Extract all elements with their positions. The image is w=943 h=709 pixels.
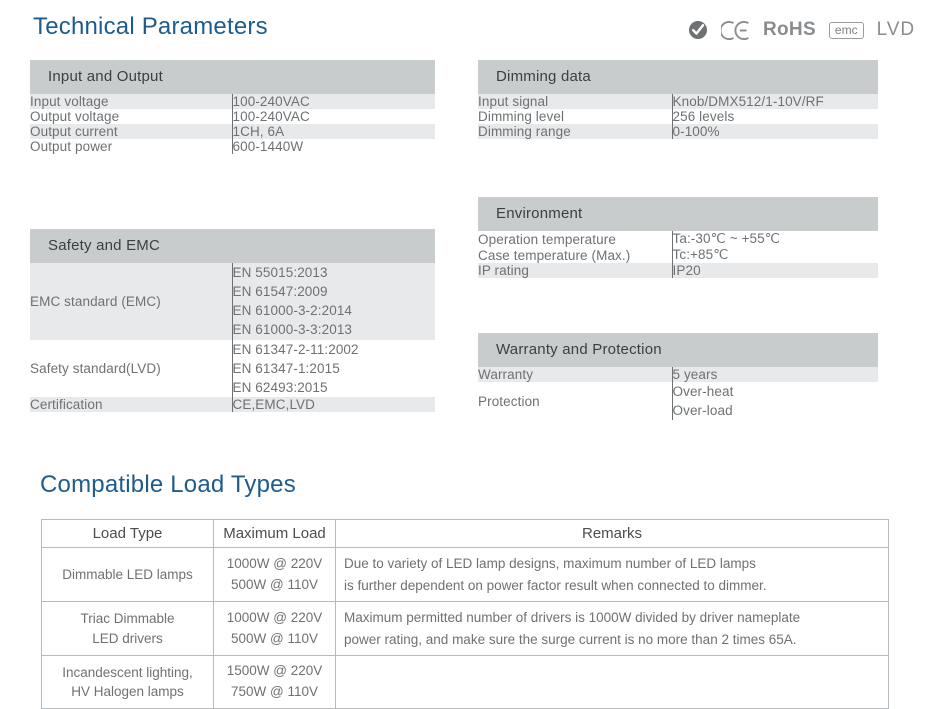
row-label: Protection bbox=[478, 382, 672, 420]
column-header-load-type: Load Type bbox=[42, 520, 214, 548]
load-types-table bbox=[41, 519, 889, 709]
table-row bbox=[30, 124, 435, 139]
table-row bbox=[478, 124, 878, 139]
row-value bbox=[672, 382, 878, 420]
row-value: 1CH, 6A bbox=[232, 124, 435, 139]
row-label: Warranty bbox=[478, 367, 672, 382]
table-row bbox=[478, 247, 878, 263]
row-value bbox=[232, 340, 435, 397]
table-row bbox=[478, 231, 878, 247]
table-row bbox=[42, 548, 889, 602]
row-value: 5 years bbox=[672, 367, 878, 382]
cell-remarks: Due to variety of LED lamp designs, maximum number of LED lamps is further dependent on power factor result when connected to dimmer. bbox=[336, 548, 889, 602]
table-title: Dimming data bbox=[478, 60, 878, 94]
row-value-lines: EN 61347-2-11:2002 EN 61347-1:2015 EN 62493:2015 bbox=[232, 341, 359, 395]
cell-maximum-load: 1000W @ 220V 500W @ 110V bbox=[214, 548, 336, 602]
table-row bbox=[30, 263, 435, 340]
spec-table-environment bbox=[478, 197, 878, 278]
row-value: Tc:+85℃ bbox=[672, 247, 878, 263]
table-title: Environment bbox=[478, 197, 878, 231]
row-value: IP20 bbox=[672, 263, 878, 278]
row-value: 100-240VAC bbox=[232, 109, 435, 124]
row-value: CE,EMC,LVD bbox=[232, 397, 435, 412]
table-row bbox=[42, 602, 889, 656]
row-label: IP rating bbox=[478, 263, 672, 278]
lvd-mark-label: LVD bbox=[876, 19, 916, 40]
table-title: Warranty and Protection bbox=[478, 333, 878, 367]
row-label: Case temperature (Max.) bbox=[478, 247, 672, 263]
row-label: EMC standard (EMC) bbox=[30, 263, 232, 340]
spec-table-dimming-data bbox=[478, 60, 878, 139]
row-value bbox=[232, 263, 435, 340]
table-header-row bbox=[478, 60, 878, 94]
row-label: Input voltage bbox=[30, 94, 232, 109]
row-label: Operation temperature bbox=[478, 231, 672, 247]
spec-table-safety-and-emc bbox=[30, 229, 435, 412]
page-title-technical-parameters: Technical Parameters bbox=[33, 13, 268, 40]
row-value-lines: Over-heat Over-load bbox=[672, 384, 734, 419]
row-label: Certification bbox=[30, 397, 232, 412]
table-row bbox=[30, 139, 435, 154]
table-row bbox=[478, 109, 878, 124]
table-row bbox=[478, 263, 878, 278]
row-value: 0-100% bbox=[672, 124, 878, 139]
column-header-maximum-load: Maximum Load bbox=[214, 520, 336, 548]
spec-table-warranty-and-protection bbox=[478, 333, 878, 420]
row-value: Knob/DMX512/1-10V/RF bbox=[672, 94, 878, 109]
row-label: Dimming level bbox=[478, 109, 672, 124]
cell-remarks: Maximum permitted number of drivers is 1000W divided by driver nameplate power rating, and make sure the surge current is no more than 2 times 65A. bbox=[336, 602, 889, 656]
rohs-mark-label: RoHS bbox=[763, 19, 816, 40]
cell-load-type: Incandescent lighting, HV Halogen lamps bbox=[42, 656, 214, 709]
row-value: 256 levels bbox=[672, 109, 878, 124]
row-label: Dimming range bbox=[478, 124, 672, 139]
column-header-remarks: Remarks bbox=[336, 520, 889, 548]
row-label: Output power bbox=[30, 139, 232, 154]
table-title: Safety and EMC bbox=[30, 229, 435, 263]
row-value: 600-1440W bbox=[232, 139, 435, 154]
table-row bbox=[478, 367, 878, 382]
cell-maximum-load: 1500W @ 220V 750W @ 110V bbox=[214, 656, 336, 709]
table-header-row bbox=[30, 60, 435, 94]
cell-remarks bbox=[336, 656, 889, 709]
table-title: Input and Output bbox=[30, 60, 435, 94]
table-header-row bbox=[42, 520, 889, 548]
row-label: Output voltage bbox=[30, 109, 232, 124]
row-label: Safety standard(LVD) bbox=[30, 340, 232, 397]
cell-load-type: Triac Dimmable LED drivers bbox=[42, 602, 214, 656]
spec-table-input-and-output bbox=[30, 60, 435, 154]
table-row bbox=[478, 94, 878, 109]
table-header-row bbox=[478, 197, 878, 231]
row-label: Input signal bbox=[478, 94, 672, 109]
ce-mark-icon bbox=[721, 20, 750, 41]
cell-load-type: Dimmable LED lamps bbox=[42, 548, 214, 602]
row-value: Ta:-30℃ ~ +55℃ bbox=[672, 231, 878, 247]
table-header-row bbox=[478, 333, 878, 367]
row-value: 100-240VAC bbox=[232, 94, 435, 109]
cell-maximum-load: 1000W @ 220V 500W @ 110V bbox=[214, 602, 336, 656]
table-row bbox=[30, 397, 435, 412]
section-title-compatible-load-types: Compatible Load Types bbox=[40, 471, 296, 498]
row-value-lines: EN 55015:2013 EN 61547:2009 EN 61000-3-2:2014 EN 61000-3-3:2013 bbox=[232, 265, 353, 338]
table-row bbox=[30, 340, 435, 397]
table-row bbox=[478, 382, 878, 420]
table-header-row bbox=[30, 229, 435, 263]
table-row bbox=[30, 109, 435, 124]
row-label: Output current bbox=[30, 124, 232, 139]
table-row bbox=[30, 94, 435, 109]
certification-marks bbox=[688, 15, 938, 45]
emc-mark-label: emc bbox=[829, 22, 864, 39]
table-row bbox=[42, 656, 889, 709]
c-tick-icon bbox=[688, 20, 708, 40]
emc-mark-icon bbox=[829, 22, 864, 39]
